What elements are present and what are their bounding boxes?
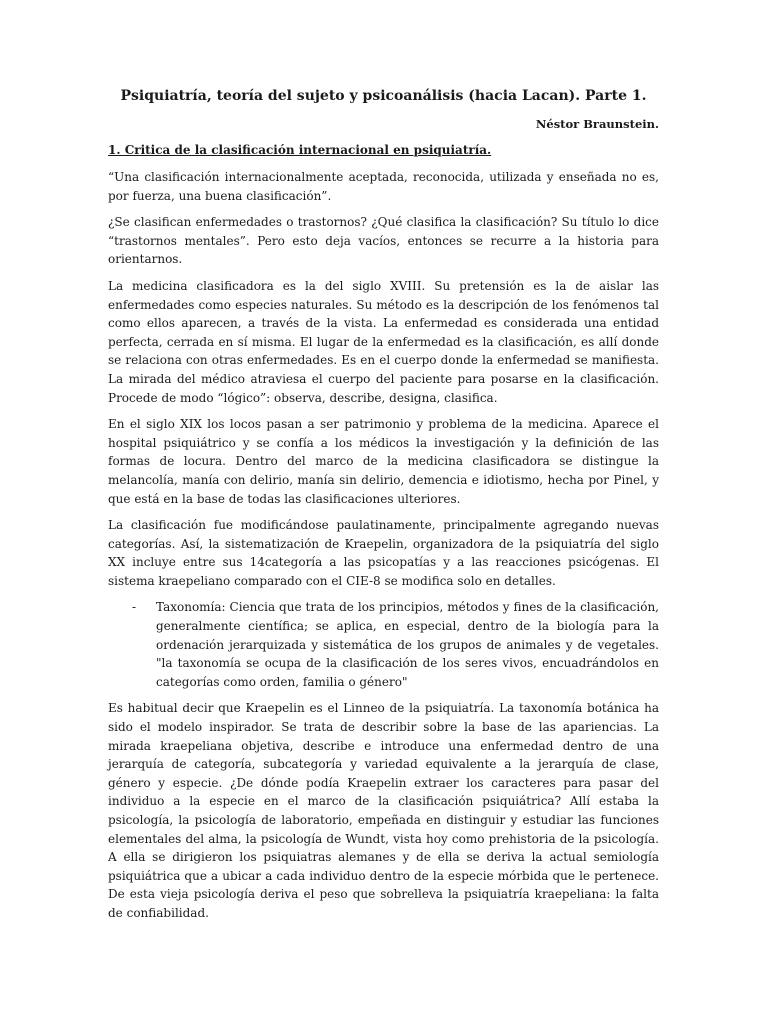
definition-list: [108, 598, 659, 691]
section-heading: 1. Critica de la clasificación internacional en psiquiatría.: [108, 143, 492, 157]
list-item: [108, 598, 659, 691]
body-paragraph: En el siglo XIX los locos pasan a ser patrimonio y problema de la medicina. Aparece el hospital psiquiátrico y se confía a los médicos la investigación y la definición de las formas de locura. Dentro del marco de la medicina clasificadora se distingue la melancolía, manía con delirio, manía sin delirio, demencia e idiotismo, hecha por Pinel, y que está en la base de todas las clasificaciones ulteriores.: [108, 417, 659, 506]
body-paragraph: La clasificación fue modificándose paulatinamente, principalmente agregando nuevas categorías. Así, la sistematización de Kraepelin, organizadora de la psiquiatría del siglo XX incluye entre sus 14categoría a las psicopatías y a las reacciones psicógenas. El sistema kraepeliano comparado con el CIE-8 se modifica solo en detalles.: [108, 518, 659, 588]
quote-paragraph: “Una clasificación internacionalmente aceptada, reconocida, utilizada y enseñada no es, por fuerza, una buena clasificación”.: [108, 170, 659, 203]
document-author: Néstor Braunstein.: [535, 117, 659, 131]
body-paragraph: La medicina clasificadora es la del siglo XVIII. Su pretensión es la de aislar las enfermedades como especies naturales. Su método es la descripción de los fenómenos tal como ellos aparecen, a través de la vista. La enfermedad es considerada una entidad perfecta, cerrada en sí misma. El lugar de la enfermedad es la clasificación, es allí donde se relaciona con otras enfermedades. Es en el cuerpo donde la enfermedad se manifiesta. La mirada del médico atraviesa el cuerpo del paciente para posarse en la clasificación. Procede de modo “lógico”: observa, describe, designa, clasifica.: [108, 278, 659, 405]
list-item-text: Taxonomía: Ciencia que trata de los principios, métodos y fines de la clasificación, generalmente científica; se aplica, en especial, dentro de la biología para la ordenación jerarquizada y sistemática de los grupos de animales y de vegetales. "la taxonomía se ocupa de la clasificación de los seres vivos, encuadrándolos en categorías como orden, familia o género": [156, 600, 659, 689]
document-title: Psiquiatría, teoría del sujeto y psicoanálisis (hacia Lacan). Parte 1.: [120, 88, 647, 104]
document-page: [108, 0, 659, 923]
body-paragraph: Es habitual decir que Kraepelin es el Linneo de la psiquiatría. La taxonomía botánica ha sido el modelo inspirador. Se trata de describir sobre la base de las apariencias. La mirada kraepeliana objetiva, describe e introduce una enfermedad dentro de una jerarquía de categoría, subcategoría y variedad equivalente a la jerarquía de clase, género y especie. ¿De dónde podía Kraepelin extraer los caracteres para pasar del individuo a la especie en el marco de la clasificación psiquiátrica? Allí estaba la psicología, la psicología de laboratorio, empeñada en distinguir y estudiar las funciones elementales del alma, la psicología de Wundt, vista hoy como prehistoria de la psicología. A ella se dirigieron los psiquiatras alemanes y de ella se deriva la actual semiología psiquiátrica que a ubicar a cada individuo dentro de la especie mórbida que le pertenece. De esta vieja psicología deriva el peso que sobrelleva la psiquiatría kraepeliana: la falta de confiabilidad.: [108, 701, 659, 920]
list-bullet: -: [132, 600, 137, 615]
body-paragraph: ¿Se clasifican enfermedades o trastornos? ¿Qué clasifica la clasificación? Su título lo dice “trastornos mentales”. Pero esto deja vacíos, entonces se recurre a la historia para orientarnos.: [108, 215, 659, 267]
